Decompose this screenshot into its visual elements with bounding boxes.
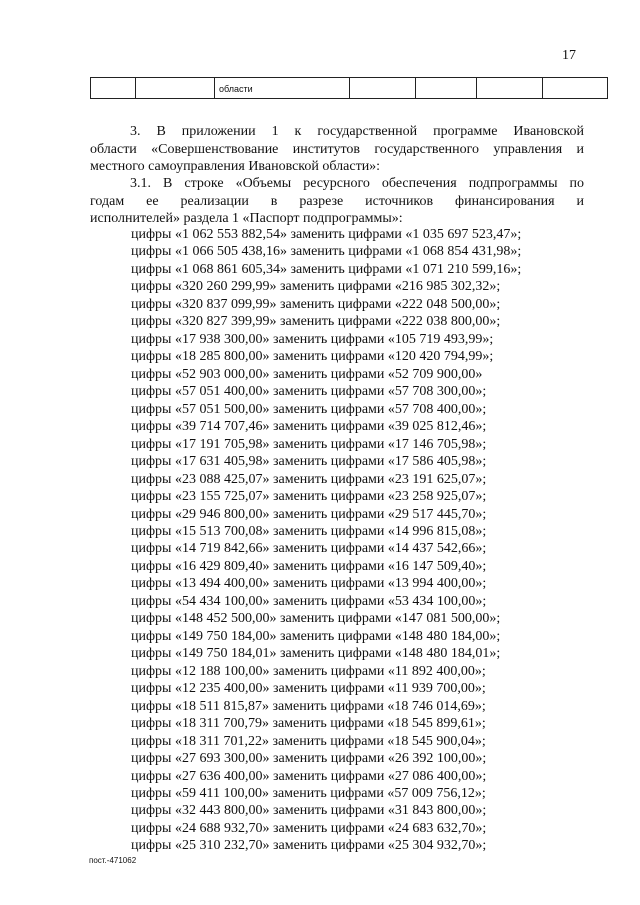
replacement-item: цифры «57 051 400,00» заменить цифрами «57 708 300,00»; [131, 384, 487, 400]
replacement-item: цифры «59 411 100,00» заменить цифрами «57 009 756,12»; [131, 786, 486, 801]
replacement-item: цифры «320 260 299,99» заменить цифрами «216 985 302,32»; [131, 279, 501, 295]
replacement-item: цифры «148 452 500,00» заменить цифрами «147 081 500,00»; [131, 611, 501, 627]
replacement-item: цифры «14 719 842,66» заменить цифрами «14 437 542,66»; [131, 541, 487, 557]
table-cell [416, 78, 477, 99]
table-cell [543, 78, 608, 99]
replacement-item: цифры «18 311 701,22» заменить цифрами «18 545 900,04»; [131, 733, 486, 749]
replacement-item: цифры «12 235 400,00» заменить цифрами «11 939 700,00»; [131, 681, 486, 697]
replacement-item: цифры «57 051 500,00» заменить цифрами «57 708 400,00»; [131, 401, 487, 417]
replacement-item: цифры «17 938 300,00» заменить цифрами «105 719 493,99»; [131, 331, 494, 347]
table-cell [91, 78, 136, 99]
replacement-item: цифры «15 513 700,08» заменить цифрами «14 996 815,08»; [131, 523, 487, 539]
paragraph-amendment-3 [90, 123, 584, 176]
replacement-item: цифры «149 750 184,00» заменить цифрами «148 480 184,00»; [131, 628, 501, 644]
replacement-item: цифры «23 155 725,07» заменить цифрами «23 258 925,07»; [131, 489, 487, 505]
replacement-item: цифры «16 429 809,40» заменить цифрами «16 147 509,40»; [131, 558, 487, 574]
paragraph-line: годам ее реализации в разрезе источников финансирования и [90, 193, 584, 209]
table-fragment [90, 77, 608, 99]
replacement-item: цифры «52 903 000,00» заменить цифрами «52 709 900,00» [131, 366, 483, 382]
replacement-item: цифры «12 188 100,00» заменить цифрами «11 892 400,00»; [131, 663, 486, 679]
replacement-item: цифры «13 494 400,00» заменить цифрами «13 994 400,00»; [131, 576, 487, 592]
replacement-item: цифры «24 688 932,70» заменить цифрами «24 683 632,70»; [131, 820, 487, 836]
replacement-item: цифры «29 946 800,00» заменить цифрами «29 517 445,70»; [131, 506, 487, 522]
replacement-item: цифры «1 068 861 605,34» заменить цифрами «1 071 210 599,16»; [131, 261, 522, 277]
replacement-item: цифры «25 310 232,70» заменить цифрами «25 304 932,70»; [131, 838, 487, 854]
table-cell [477, 78, 543, 99]
replacement-item: цифры «23 088 425,07» заменить цифрами «23 191 625,07»; [131, 471, 487, 487]
replacement-item: цифры «1 062 553 882,54» заменить цифрами «1 035 697 523,47»; [131, 227, 522, 242]
paragraph-amendment-3-1 [90, 175, 584, 228]
paragraph-line: области «Совершенствование институтов государственного управления и [90, 141, 584, 157]
replacement-item: цифры «17 631 405,98» заменить цифрами «17 586 405,98»; [131, 454, 487, 470]
paragraph-line: 3.1. В строке «Объемы ресурсного обеспечения подпрограммы по [130, 176, 584, 191]
paragraph-line: местного самоуправления Ивановской области»: [90, 159, 381, 174]
replacement-list [131, 226, 521, 855]
replacement-item: цифры «18 511 815,87» заменить цифрами «18 746 014,69»; [131, 698, 486, 714]
table-cell-region-label: области [215, 78, 350, 99]
replacement-item: цифры «54 434 100,00» заменить цифрами «53 434 100,00»; [131, 593, 487, 609]
replacement-item: цифры «320 827 399,99» заменить цифрами «222 038 800,00»; [131, 314, 501, 330]
replacement-item: цифры «32 443 800,00» заменить цифрами «31 843 800,00»; [131, 803, 487, 819]
replacement-item: цифры «18 285 800,00» заменить цифрами «120 420 794,99»; [131, 349, 494, 365]
paragraph-line: 3. В приложении 1 к государственной программе Ивановской [130, 124, 584, 139]
replacement-item: цифры «1 066 505 438,16» заменить цифрами «1 068 854 431,98»; [131, 244, 522, 260]
paragraph-line: исполнителей» раздела 1 «Паспорт подпрограммы»: [90, 211, 403, 226]
page-number: 17 [562, 48, 576, 63]
replacement-item: цифры «27 693 300,00» заменить цифрами «26 392 100,00»; [131, 751, 487, 767]
document-footer-code: пост.-471062 [89, 856, 137, 865]
replacement-item: цифры «149 750 184,01» заменить цифрами «148 480 184,01»; [131, 646, 501, 662]
replacement-item: цифры «27 636 400,00» заменить цифрами «27 086 400,00»; [131, 768, 487, 784]
table-cell [350, 78, 416, 99]
replacement-item: цифры «17 191 705,98» заменить цифрами «17 146 705,98»; [131, 436, 487, 452]
replacement-item: цифры «320 837 099,99» заменить цифрами «222 048 500,00»; [131, 296, 501, 312]
replacement-item: цифры «18 311 700,79» заменить цифрами «18 545 899,61»; [131, 716, 486, 732]
replacement-item: цифры «39 714 707,46» заменить цифрами «39 025 812,46»; [131, 419, 487, 435]
table-cell [136, 78, 215, 99]
